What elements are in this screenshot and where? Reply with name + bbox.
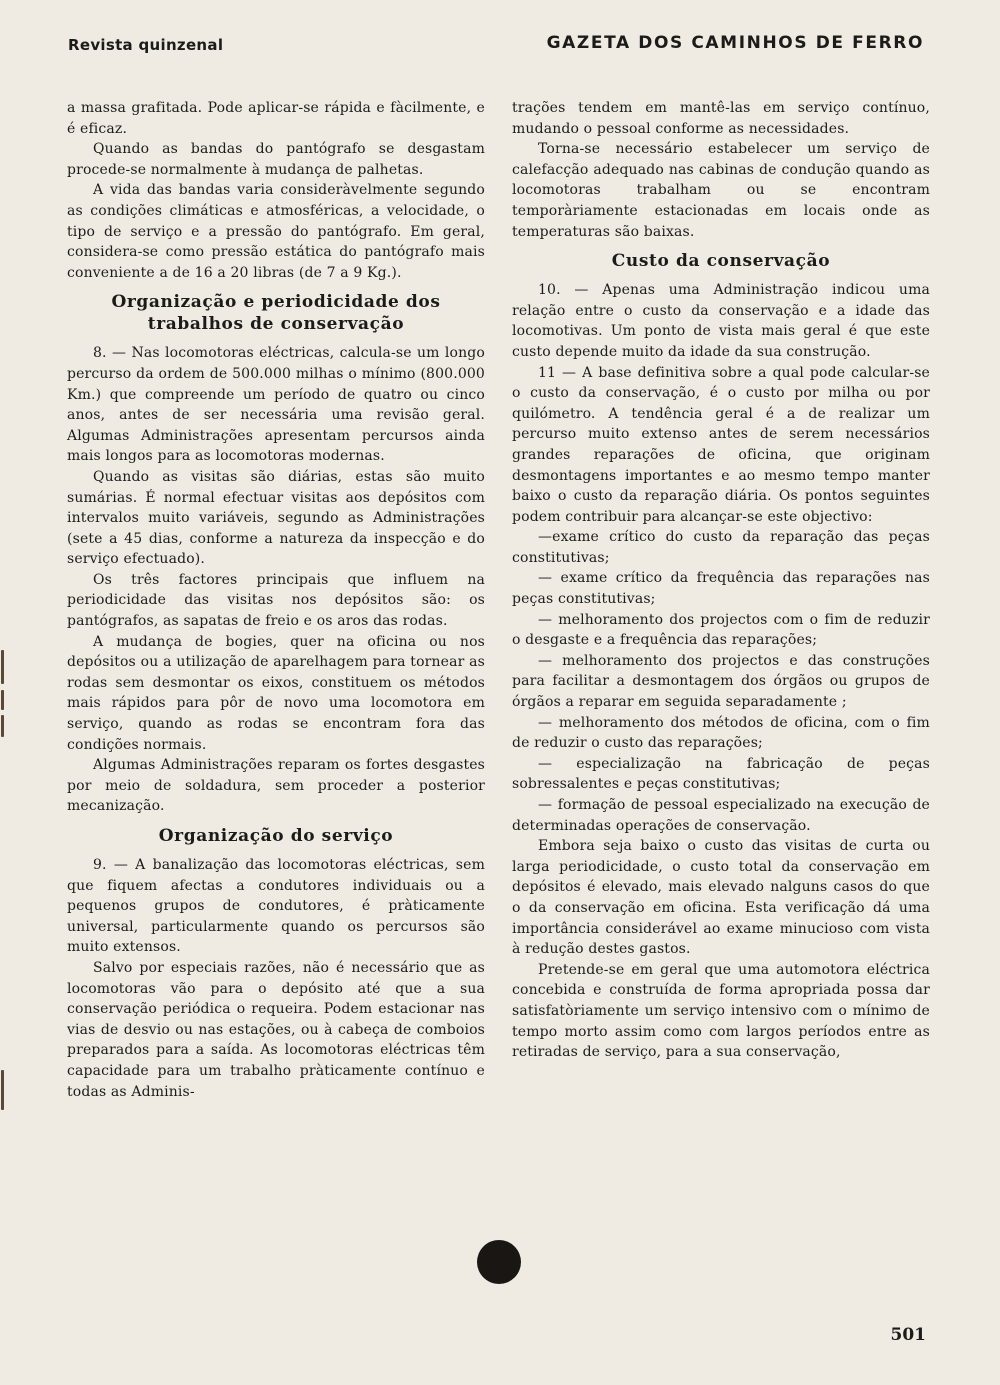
list-item: — especialização na fabricação de peças sobressalentes e peças constitutivas; [512,755,930,793]
paragraph: A vida das bandas varia consideràvelmente segundo as condições climáticas e atmosféricas, a velocidade, o tipo de serviço e a pressão do pantógrafo. Em geral, considera-se como pressão estática do pantógrafo mais conveniente a de 16 a 20 libras (de 7 a 9 Kg.). [67,182,485,281]
paragraph: Os três factores principais que influem na periodicidade das visitas nos depósitos são: os pantógrafos, as sapatas de freio e os aros das rodas. [67,571,485,630]
paragraph: 8. — Nas locomotoras eléctricas, calcula-se um longo percurso da ordem de 500.000 milhas o mínimo (800.000 Km.) que compreende um período de quatro ou cinco anos, antes de ser necessária uma revisão geral. Algumas Administrações apresentam percursos ainda mais longos para as locomotoras modernas. [67,345,485,465]
header-left-title: Revista quinzenal [68,36,224,54]
binding-hole [477,1240,521,1284]
list-item: — melhoramento dos projectos com o fim de reduzir o desgaste e a frequência das reparações; [512,611,930,649]
paragraph: Embora seja baixo o custo das visitas de curta ou larga periodicidade, o custo total da conservação em depósitos é elevado, mais elevado nalguns casos do que o da conservação em oficina. Esta verificação dá uma importância considerável ao exame minucioso com vista à redução destes gastos. [512,838,930,958]
paragraph: Salvo por especiais razões, não é necessário que as locomotoras vão para o depósito até que a sua conservação periódica o requeira. Podem estacionar nas vias de desvio ou nas estações, ou à cabeça de comboios preparados para a saída. As locomotoras eléctricas têm capacidade para um trabalho pràticamente contínuo e todas as Adminis- [67,959,485,1100]
paragraph: Torna-se necessário estabelecer um serviço de calefacção adequado nas cabinas de condução quando as locomotoras trabalham ou se encontram temporàriamente estacionadas em locais onde as temperaturas são baixas. [512,141,930,240]
binding-edge-marks [0,640,8,1120]
paragraph: A mudança de bogies, quer na oficina ou nos depósitos ou a utilização de aparelhagem para tornear as rodas sem desmontar os eixos, constituem os métodos mais rápidos para pôr de novo uma locomotora em serviço, quando as rodas se encontram fora das condições normais. [67,633,485,753]
list-item: — exame crítico da frequência das reparações nas peças constitutivas; [512,570,930,608]
left-column [67,98,485,1102]
list-item: — formação de pessoal especializado na execução de determinadas operações de conservação. [512,797,930,834]
section-heading: Organização do serviço [158,826,394,846]
list-item: — melhoramento dos projectos e das construções para facilitar a desmontagem dos órgãos ou grupos de órgãos a reparar em seguida separadamente ; [512,652,930,711]
page-number: 501 [890,1325,926,1345]
list-item: —exame crítico do custo da reparação das peças constitutivas; [512,529,930,566]
edge-mark [1,690,4,710]
section-heading: Custo da conservação [611,251,831,272]
edge-mark [1,650,4,684]
paragraph: 11 — A base definitiva sobre a qual pode calcular-se o custo da conservação, é o custo por milha ou por quilómetro. A tendência geral é a de realizar um percurso muito extenso antes de serem necessários grandes reparações de oficina, que originam desmontagens importantes e ao mesmo tempo manter baixo o custo da reparação diária. Os pontos seguintes podem contribuir para alcançar-se este objectivo: [512,364,930,525]
edge-mark [1,1070,4,1110]
paragraph: trações tendem em mantê-las em serviço contínuo, mudando o pessoal conforme as necessidades. [512,100,930,137]
paragraph: 10. — Apenas uma Administração indicou uma relação entre o custo da conservação e a idade das locomotivas. Um ponto de vista mais geral é que este custo depende muito da idade da sua construção. [512,282,930,360]
edge-mark [1,715,4,737]
paragraph: Quando as visitas são diárias, estas são muito sumárias. É normal efectuar visitas aos depósitos com intervalos muito variáveis, segundo as Administrações (sete a 45 dias, conforme a natureza da inspecção e do serviço efectuado). [67,468,485,568]
paragraph: Quando as bandas do pantógrafo se desgastam procede-se normalmente à mudança de palhetas. [67,141,485,178]
paragraph: Pretende-se em geral que uma automotora eléctrica concebida e construída de forma apropriada possa dar satisfatòriamente um serviço intensivo com o mínimo de tempo morto assim como com largos períodos entre as retiradas de serviço, para a sua conservação, [512,961,930,1061]
header-right-title: GAZETA DOS CAMINHOS DE FERRO [546,33,924,53]
paragraph: 9. — A banalização das locomotoras eléctricas, sem que fiquem afectas a condutores individuais ou a pequenos grupos de condutores, é pràticamente universal, particularmente quando os percursos são muito extensos. [67,857,485,956]
list-item: — melhoramento dos métodos de oficina, com o fim de reduzir o custo das reparações; [512,714,930,752]
paragraph: Algumas Administrações reparam os fortes desgastes por meio de soldadura, sem proceder a posterior mecanização. [67,757,485,815]
right-column [512,98,930,1063]
paragraph: a massa grafitada. Pode aplicar-se rápida e fàcilmente, e é eficaz. [67,100,485,137]
section-heading: Organização e periodicidade dos trabalhos de conservação [111,292,441,335]
